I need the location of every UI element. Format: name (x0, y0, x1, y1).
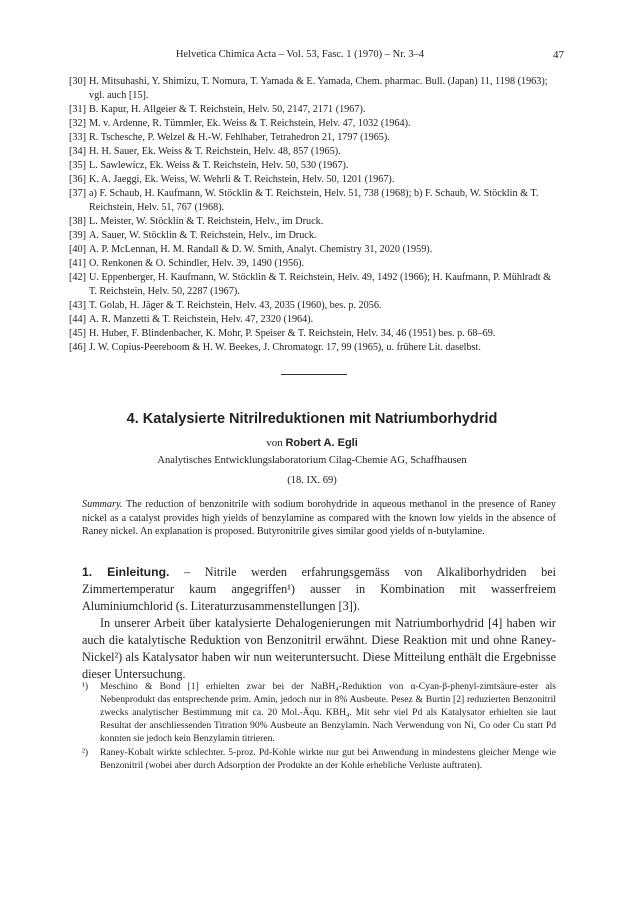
article-title: 4. Katalysierte Nitrilreduktionen mit Natriumborhydrid (126, 411, 498, 427)
reference-item (69, 243, 559, 257)
ref-num: [43] (69, 300, 86, 311)
reference-item (69, 257, 559, 271)
ref-num: [36] (69, 174, 86, 185)
section-divider (281, 374, 347, 375)
reference-item (69, 145, 559, 159)
ref-num: [31] (69, 104, 86, 115)
ref-num: [30] (69, 76, 86, 87)
ref-num: [32] (69, 118, 86, 129)
footnotes (82, 680, 556, 773)
affiliation: Analytisches Entwicklungslaboratorium Cilag-Chemie AG, Schaffhausen (157, 455, 467, 466)
summary-lead: Summary. (82, 499, 123, 510)
paragraph: In unserer Arbeit über katalysierte Dehalogenierungen mit Natriumborhydrid [4] haben wir auch die katalytische Reduktion von Benzonitril erwähnt. Diese Reaktion mit und ohne Raney-Nickel²) als Katalysator haben wir nun weiteruntersucht. Diese Mitteilung enthält die Ergebnisse dieser Untersuchung. (82, 616, 556, 681)
paragraph-text: – Nitrile werden erfahrungsgemäss von Alkaliborhydriden bei Zimmertemperatur kaum angegriffen¹) ausser in Kombination mit wasserfreiem Aluminiumchlorid (s. Literaturzusammenstellungen [3]). (82, 565, 556, 613)
ref-text: T. Golab, H. Jäger & T. Reichstein, Helv. 43, 2035 (1960), bes. p. 2056. (89, 300, 382, 311)
ref-text: H. H. Sauer, Ek. Weiss & T. Reichstein, Helv. 48, 857 (1965). (89, 146, 341, 157)
ref-text: a) F. Schaub, H. Kaufmann, W. Stöcklin & T. Reichstein, Helv. 51, 738 (1968); b) F. Schaub, W. Stöcklin & T. Reichstein, Helv. 51, 767 (1968). (89, 188, 539, 213)
ref-num: [33] (69, 132, 86, 143)
ref-text: O. Renkonen & O. Schindler, Helv. 39, 1490 (1956). (89, 258, 305, 269)
ref-text: U. Eppenberger, H. Kaufmann, W. Stöcklin & T. Reichstein, Helv. 49, 1492 (1966); H. Kaufmann, P. Mühlradt & T. Reichstein, Helv. 50, 2287 (1967). (89, 272, 552, 297)
reference-item (69, 117, 559, 131)
paragraph (82, 564, 556, 615)
ref-text: H. Huber, F. Blindenbacher, K. Mohr, P. Speiser & T. Reichstein, Helv. 34, 46 (1951) bes. p. 68–69. (89, 328, 496, 339)
ref-text: A. P. McLennan, H. M. Randall & D. W. Smith, Analyt. Chemistry 31, 2020 (1959). (89, 244, 433, 255)
reference-item (69, 159, 559, 173)
reference-item (69, 215, 559, 229)
footnote-text: Meschino & Bond [1] erhielten zwar bei der NaBH₄-Reduktion von α-Cyan-β-phenyl-zimtsäure-ester als Nebenprodukt das entsprechende prim. Amin, jedoch nur in 8% Ausbeute. Pesez & Burtin [2] reduzierten Benzonitril zwecks analytischer Bestimmung mit ca. 20 Mol.-Äqu. KBH₄. Mit sehr viel Pd als Katalysator erhielten sie laut Resultat der anschliessenden Titration 90% Ausbeute an Benzylamin. Nach Verwendung von Ni, Co oder Cu statt Pd konnten sie jedoch kein Benzylamin titrieren. (100, 681, 556, 744)
section-heading: 1. Einleitung. (82, 565, 170, 579)
ref-num: [38] (69, 216, 86, 227)
footnote-number: ²) (82, 747, 89, 758)
ref-num: [44] (69, 314, 86, 325)
reference-item (69, 313, 559, 327)
reference-item (69, 173, 559, 187)
ref-num: [37] (69, 188, 86, 199)
footnote (82, 680, 556, 745)
ref-num: [41] (69, 258, 86, 269)
author-name: Robert A. Egli (285, 437, 358, 449)
by-prefix: von (266, 437, 283, 449)
byline (0, 437, 624, 449)
ref-num: [40] (69, 244, 86, 255)
summary-text: The reduction of benzonitrile with sodium borohydride in aqueous methanol in the presence of Raney nickel as a catalyst provides high yields of benzylamine as compared with the known low yields in the absence of Raney nickel. An explanation is proposed. Butyronitrile gives similar good yields of n-butylamine. (82, 499, 556, 537)
ref-num: [39] (69, 230, 86, 241)
summary (82, 498, 556, 539)
running-header (0, 49, 624, 63)
ref-text: B. Kapur, H. Allgeier & T. Reichstein, Helv. 50, 2147, 2171 (1967). (89, 104, 366, 115)
reference-item (69, 299, 559, 313)
ref-text: L. Meister, W. Stöcklin & T. Reichstein, Helv., im Druck. (89, 216, 324, 227)
reference-item (69, 229, 559, 243)
ref-num: [35] (69, 160, 86, 171)
ref-num: [46] (69, 342, 86, 353)
reference-item (69, 327, 559, 341)
reference-item (69, 75, 559, 103)
ref-text: L. Sawlewicz, Ek. Weiss & T. Reichstein, Helv. 50, 530 (1967). (89, 160, 349, 171)
reference-item (69, 131, 559, 145)
ref-num: [34] (69, 146, 86, 157)
reference-list (69, 75, 559, 355)
reference-item (69, 187, 559, 215)
ref-text: H. Mitsuhashi, Y. Shimizu, T. Nomura, T. Yamada & E. Yamada, Chem. pharmac. Bull. (Japan) 11, 1198 (1963); vgl. auch [15]. (89, 76, 548, 101)
reference-item (69, 271, 559, 299)
ref-text: A. R. Manzetti & T. Reichstein, Helv. 47, 2320 (1964). (89, 314, 314, 325)
footnote (82, 746, 556, 772)
reference-item (69, 341, 559, 355)
page-number: 47 (553, 49, 564, 61)
ref-text: A. Sauer, W. Stöcklin & T. Reichstein, Helv., im Druck. (89, 230, 317, 241)
ref-num: [42] (69, 272, 86, 283)
received-date: (18. IX. 69) (287, 475, 337, 486)
journal-title: Helvetica Chimica Acta – Vol. 53, Fasc. 1 (1970) – Nr. 3–4 (175, 49, 425, 60)
ref-text: J. W. Copius-Peereboom & H. W. Beekes, J. Chromatogr. 17, 99 (1965), u. frühere Lit. daselbst. (89, 342, 481, 353)
ref-num: [45] (69, 328, 86, 339)
body-text (82, 564, 556, 683)
ref-text: R. Tschesche, P. Welzel & H.-W. Fehlhaber, Tetrahedron 21, 1797 (1965). (89, 132, 390, 143)
reference-item (69, 103, 559, 117)
ref-text: K. A. Jaeggi, Ek. Weiss, W. Wehrli & T. Reichstein, Helv. 50, 1201 (1967). (89, 174, 395, 185)
footnote-number: ¹) (82, 681, 89, 692)
footnote-text: Raney-Kobalt wirkte schlechter. 5-proz. Pd-Kohle wirkte nur gut bei Anwendung in mindestens gleicher Menge wie Benzonitril (wobei aber durch Adsorption der Produkte an der Kohle erhebliche Verluste auftraten). (100, 747, 556, 771)
ref-text: M. v. Ardenne, R. Tümmler, Ek. Weiss & T. Reichstein, Helv. 47, 1032 (1964). (89, 118, 411, 129)
